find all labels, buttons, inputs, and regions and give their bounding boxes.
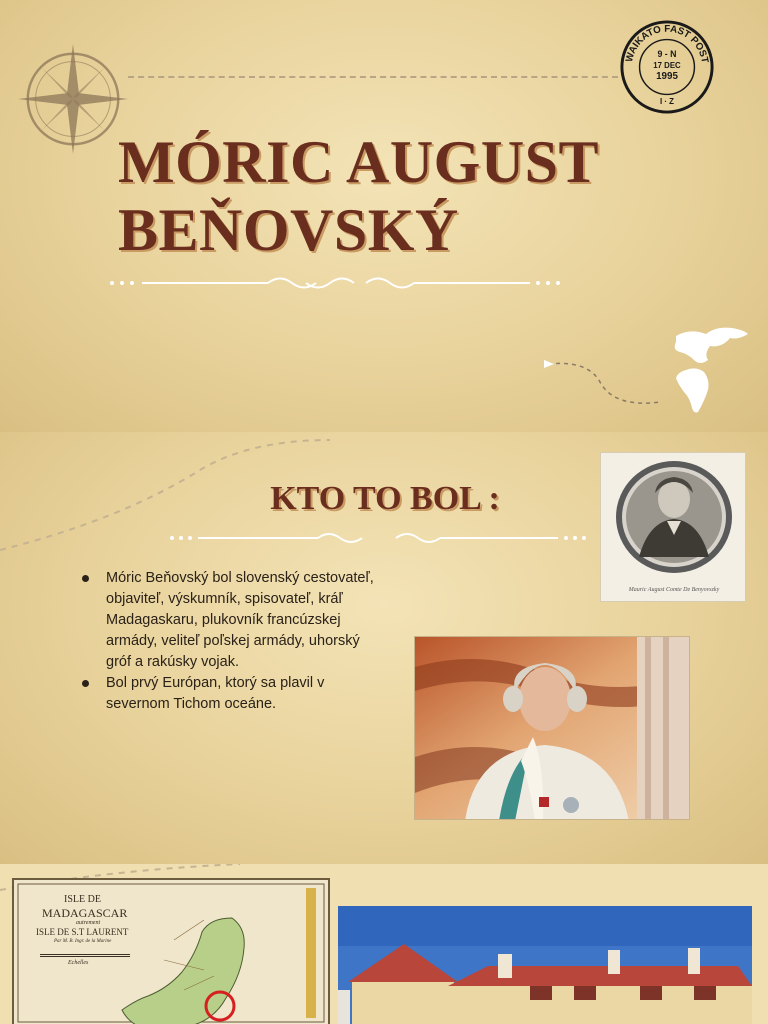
engraving-caption: Mauric August Comte De Benyovszky — [628, 587, 720, 593]
biography-list — [82, 568, 382, 715]
page-title — [118, 128, 678, 264]
madagascar-map-image — [12, 878, 330, 1024]
compass-icon — [14, 40, 132, 158]
svg-text:I · Z: I · Z — [660, 97, 674, 107]
list-item: Bol prvý Európan, ktorý sa plavil v severnom Tichom oceáne. — [82, 673, 382, 715]
svg-text:9 - N: 9 - N — [657, 49, 677, 60]
map-title-line-3: autrement — [76, 920, 101, 926]
images-slide — [0, 864, 768, 1024]
manor-house-image — [338, 906, 752, 1024]
map-scale-bar — [40, 954, 130, 957]
ornament-divider — [108, 272, 560, 294]
list-item: Móric Beňovský bol slovenský cestovateľ, objaviteľ, výskumník, spisovateľ, kráľ Madagaskaru, plukovník francúzskej armády, veliteľ poľskej armády, uhorský gróf a rakúsky vojak. — [82, 568, 382, 673]
svg-text:WAIKATO FAST POST: WAIKATO FAST POST — [623, 23, 711, 64]
title-slide — [0, 0, 768, 432]
plane-path-icon — [540, 352, 670, 412]
painted-portrait — [414, 636, 690, 820]
about-slide — [0, 432, 768, 864]
map-scale: Echelles — [68, 960, 89, 966]
title-line-2: BEŇOVSKÝ — [118, 197, 459, 263]
map-author: Par M. B. Ingr. de la Marine — [54, 939, 112, 944]
postal-stamp-icon — [618, 18, 716, 116]
ornament-divider — [168, 528, 586, 548]
svg-text:17 DEC: 17 DEC — [653, 60, 681, 70]
section-title: KTO TO BOL : — [270, 480, 500, 517]
map-title-line-1: ISLE DE — [64, 894, 101, 905]
world-map-icon — [656, 326, 750, 416]
title-line-1: MÓRIC AUGUST — [118, 129, 600, 195]
engraving-image — [601, 453, 747, 603]
engraving-portrait — [600, 452, 746, 602]
map-title-line-4: ISLE DE S.T LAURENT — [36, 927, 129, 937]
svg-text:1995: 1995 — [656, 70, 678, 82]
map-title-line-2: MADAGASCAR — [42, 906, 128, 920]
dashed-route-line — [128, 76, 618, 78]
